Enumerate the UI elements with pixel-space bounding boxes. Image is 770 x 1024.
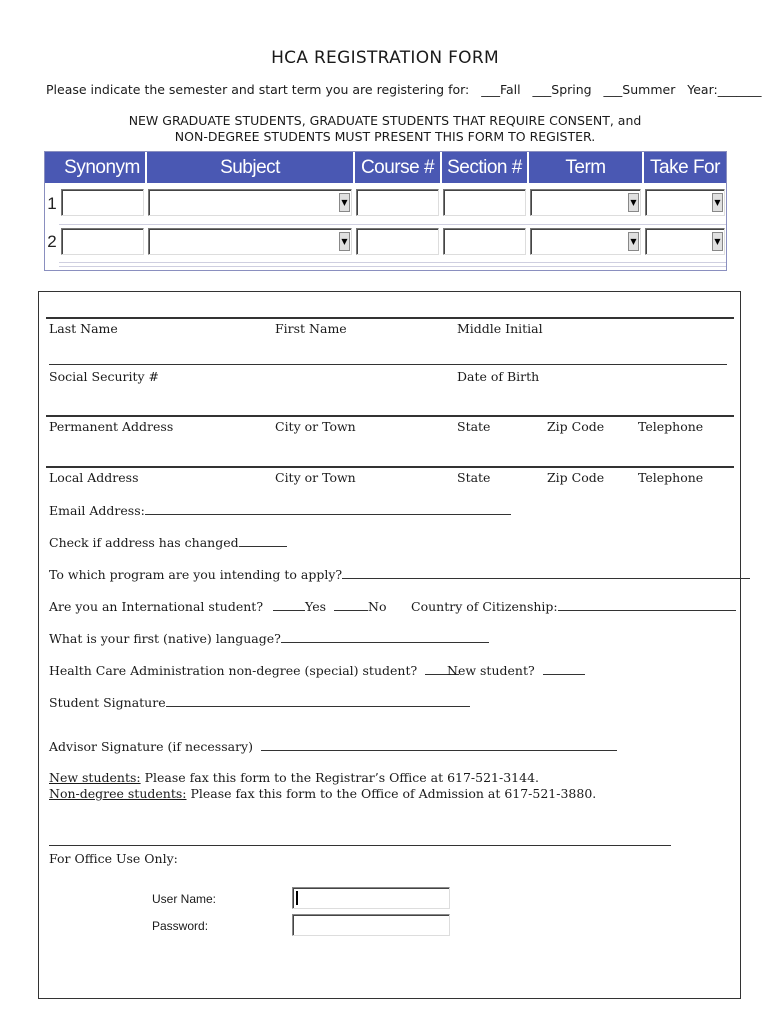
header-synonym: Synonym (59, 152, 145, 183)
email-row (49, 502, 511, 518)
ssn-label: Social Security # (49, 369, 160, 384)
spring-option[interactable]: ___Spring (532, 82, 592, 97)
office-use-label: For Office Use Only: (49, 851, 178, 866)
new-student-blank[interactable] (543, 662, 585, 675)
language-label: What is your first (native) language? (49, 631, 281, 646)
dob-label: Date of Birth (457, 369, 540, 384)
dropdown-arrow-icon[interactable]: ▼ (339, 232, 350, 251)
middle-initial-label: Middle Initial (457, 321, 543, 336)
first-name-label: First Name (275, 321, 347, 336)
student-signature-blank[interactable] (166, 694, 470, 707)
zip-label-1: Zip Code (547, 419, 605, 434)
course-table (44, 151, 727, 271)
notice-line-2: NON-DEGREE STUDENTS MUST PRESENT THIS FORM TO REGISTER. (174, 129, 596, 144)
fax-new-text: Please fax this form to the Registrar’s Office at 617-521-3144. (140, 770, 540, 785)
header-subject: Subject (147, 152, 353, 183)
program-label: To which program are you intending to apply? (49, 567, 343, 582)
course-input-2[interactable] (356, 228, 439, 255)
new-student-label: New student? (447, 663, 535, 678)
permanent-address-label: Permanent Address (49, 419, 174, 434)
form-title: HCA REGISTRATION FORM (271, 48, 499, 68)
name-top-rule (46, 317, 734, 319)
international-label: Are you an International student? (49, 599, 264, 614)
section-input-2[interactable] (443, 228, 526, 255)
address-changed-row (49, 534, 287, 550)
username-input[interactable] (292, 887, 450, 909)
synonym-input-1[interactable] (61, 189, 144, 216)
last-name-label: Last Name (49, 321, 118, 336)
state-label-1: State (457, 419, 491, 434)
fall-option[interactable]: ___Fall (481, 82, 521, 97)
city-label-2: City or Town (275, 470, 356, 485)
address-changed-label: Check if address has changed (49, 535, 239, 550)
international-row (49, 598, 386, 614)
local-address-label: Local Address (49, 470, 139, 485)
year-field[interactable]: Year:_______ (687, 82, 762, 97)
yes-blank[interactable] (273, 598, 305, 611)
row-divider (59, 262, 726, 263)
term-select-1[interactable] (530, 189, 641, 216)
header-course: Course # (355, 152, 440, 183)
take-for-select-1[interactable] (645, 189, 725, 216)
dropdown-arrow-icon[interactable]: ▼ (628, 232, 639, 251)
advisor-signature-row (49, 738, 617, 754)
student-signature-row (49, 694, 470, 710)
email-blank[interactable] (145, 502, 511, 515)
citizenship-label: Country of Citizenship: (411, 599, 558, 614)
section-input-1[interactable] (443, 189, 526, 216)
row-number-2: 2 (47, 232, 57, 251)
synonym-input-2[interactable] (61, 228, 144, 255)
header-rownum (45, 152, 59, 183)
dropdown-arrow-icon[interactable]: ▼ (712, 193, 723, 212)
citizenship-row (411, 598, 736, 614)
fax-nondegree-label: Non-degree students: (49, 786, 187, 801)
text-caret (296, 891, 298, 905)
local-address-top-rule (46, 466, 734, 468)
password-input[interactable] (292, 914, 450, 936)
header-term: Term (529, 152, 642, 183)
fax-instructions (49, 770, 596, 802)
dropdown-arrow-icon[interactable]: ▼ (628, 193, 639, 212)
fax-new-students (49, 770, 596, 786)
fax-nondegree-students (49, 786, 596, 802)
summer-option[interactable]: ___Summer (603, 82, 676, 97)
yes-label: Yes (305, 599, 327, 614)
take-for-select-2[interactable] (645, 228, 725, 255)
perm-address-top-rule (46, 415, 734, 417)
fax-nondegree-text: Please fax this form to the Office of Admission at 617-521-3880. (186, 786, 597, 801)
notice-line-1: NEW GRADUATE STUDENTS, GRADUATE STUDENTS THAT REQUIRE CONSENT, and (128, 113, 642, 128)
address-changed-blank[interactable] (239, 534, 287, 547)
new-student-row (447, 662, 585, 678)
ssn-top-rule (49, 364, 727, 365)
advisor-signature-label: Advisor Signature (if necessary) (49, 739, 253, 754)
email-label: Email Address: (49, 503, 145, 518)
nondegree-label: Health Care Administration non-degree (special) student? (49, 663, 418, 678)
nondegree-row (49, 662, 459, 678)
program-blank[interactable] (342, 566, 750, 579)
program-row (49, 566, 750, 582)
no-label: No (368, 599, 387, 614)
fax-new-label: New students: (49, 770, 141, 785)
city-label-1: City or Town (275, 419, 356, 434)
language-row (49, 630, 489, 646)
language-blank[interactable] (281, 630, 489, 643)
header-section: Section # (442, 152, 527, 183)
term-select-2[interactable] (530, 228, 641, 255)
header-take-for: Take For (644, 152, 726, 183)
state-label-2: State (457, 470, 491, 485)
course-input-1[interactable] (356, 189, 439, 216)
dropdown-arrow-icon[interactable]: ▼ (712, 232, 723, 251)
telephone-label-2: Telephone (638, 470, 704, 485)
row-divider (59, 224, 726, 225)
registration-notice (0, 113, 770, 145)
citizenship-blank[interactable] (558, 598, 736, 611)
no-blank[interactable] (334, 598, 368, 611)
subject-select-2[interactable] (148, 228, 352, 255)
username-label: User Name: (152, 892, 217, 906)
semester-prompt (46, 82, 761, 97)
password-label: Password: (152, 919, 209, 933)
advisor-signature-blank[interactable] (261, 738, 617, 751)
row-number-1: 1 (47, 194, 57, 213)
student-signature-label: Student Signature (49, 695, 166, 710)
row-divider (59, 266, 726, 267)
dropdown-arrow-icon[interactable]: ▼ (339, 193, 350, 212)
semester-prompt-text: Please indicate the semester and start term you are registering for: (46, 82, 470, 97)
subject-select-1[interactable] (148, 189, 352, 216)
office-top-rule (49, 845, 671, 846)
telephone-label-1: Telephone (638, 419, 704, 434)
zip-label-2: Zip Code (547, 470, 605, 485)
